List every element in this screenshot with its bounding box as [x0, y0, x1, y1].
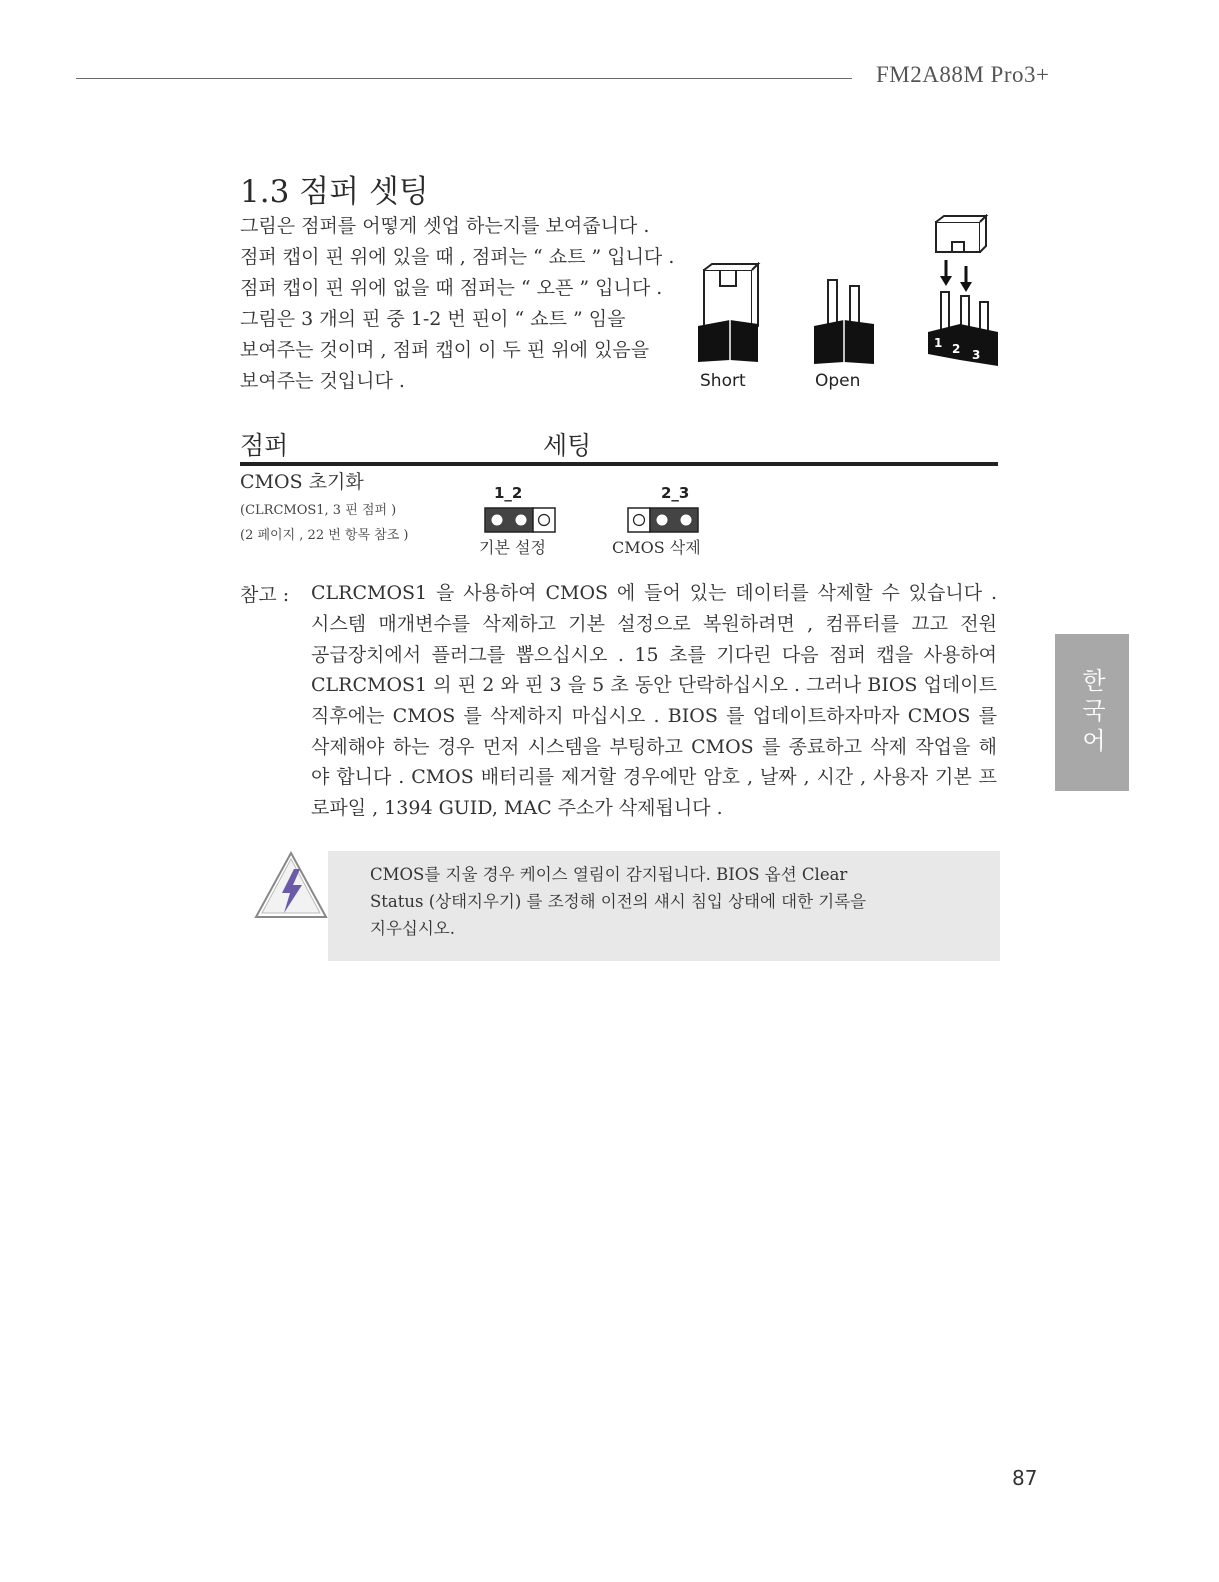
header-rule [76, 78, 852, 79]
intro-line: 보여주는 것이며 , 점퍼 캡이 이 두 핀 위에 있음을 [240, 339, 650, 361]
table-header-jumper: 점퍼 [240, 431, 289, 460]
note-line: 공급장치에서 플러그를 뽑으십시오 . 15 초를 기다린 다음 점퍼 캡을 사용하여 [311, 644, 997, 666]
open-label: Open [815, 371, 861, 391]
warning-line: 지우십시오. [370, 919, 455, 938]
intro-line: 점퍼 캡이 핀 위에 있을 때 , 점퍼는 “ 쇼트 ” 입니다 . [240, 246, 675, 268]
table-header-rule [240, 462, 998, 466]
short-jumper-illustration [694, 262, 766, 370]
setting-default-caption: 기본 설정 [479, 538, 546, 557]
pin-number-labels [932, 336, 994, 362]
clear-cmos-pin-diagram [627, 507, 699, 533]
note-line: 삭제해야 하는 경우 먼저 시스템을 부팅하고 CMOS 를 종료하고 삭제 작업을 해 [311, 736, 997, 758]
note-label: 참고 : [240, 584, 290, 606]
jumper-detail: (CLRCMOS1, 3 핀 점퍼 ) [240, 503, 397, 518]
page-number: 87 [1012, 1466, 1038, 1490]
note-line: 로파일 , 1394 GUID, MAC 주소가 삭제됩니다 . [311, 797, 723, 819]
short-label: Short [700, 371, 746, 391]
section-title: 1.3 점퍼 셋팅 [240, 174, 429, 210]
pin-number-1: 1 [934, 336, 943, 350]
intro-line: 보여주는 것입니다 . [240, 370, 405, 392]
setting-default-pins: 1_2 [494, 484, 523, 502]
note-line: 직후에는 CMOS 를 삭제하지 마십시오 . BIOS 를 업데이트하자마자 CMOS 를 [311, 705, 997, 727]
note-line: CLRCMOS1 을 사용하여 CMOS 에 들어 있는 데이터를 삭제할 수 있습니다 . [311, 582, 997, 604]
pin-number-3: 3 [972, 348, 981, 362]
language-side-tab-label: 한국어 [1077, 667, 1106, 758]
setting-clear-caption: CMOS 삭제 [612, 538, 701, 557]
jumper-reference: (2 페이지 , 22 번 항목 참조 ) [240, 528, 409, 543]
note-line: 시스템 매개변수를 삭제하고 기본 설정으로 복원하려면 , 컴퓨터를 끄고 전원 [311, 613, 997, 635]
table-header-setting: 세팅 [543, 431, 592, 460]
pin-number-2: 2 [952, 342, 961, 356]
open-jumper-illustration [810, 276, 880, 368]
intro-line: 점퍼 캡이 핀 위에 없을 때 점퍼는 “ 오픈 ” 입니다 . [240, 277, 663, 299]
header-model-name: FM2A88M Pro3+ [876, 62, 1050, 87]
warning-lightning-icon [254, 851, 328, 919]
warning-line: CMOS를 지울 경우 케이스 열림이 감지됩니다. BIOS 옵션 Clear [370, 865, 848, 884]
note-line: CLRCMOS1 의 핀 2 와 핀 3 을 5 초 동안 단락하십시오 . 그러나 BIOS 업데이트 [311, 674, 997, 696]
intro-line: 그림은 점퍼를 어떻게 셋업 하는지를 보여줍니다 . [240, 215, 650, 237]
note-line: 야 합니다 . CMOS 배터리를 제거할 경우에만 암호 , 날짜 , 시간 , 사용자 기본 프 [311, 766, 997, 788]
intro-line: 그림은 3 개의 핀 중 1-2 번 핀이 “ 쇼트 ” 임을 [240, 308, 626, 330]
default-setting-pin-diagram [484, 507, 556, 533]
setting-clear-pins: 2_3 [661, 484, 690, 502]
jumper-name: CMOS 초기화 [240, 471, 364, 493]
warning-line: Status (상태지우기) 를 조정해 이전의 섀시 침입 상태에 대한 기록을 [370, 892, 867, 911]
language-side-tab [1055, 634, 1129, 791]
